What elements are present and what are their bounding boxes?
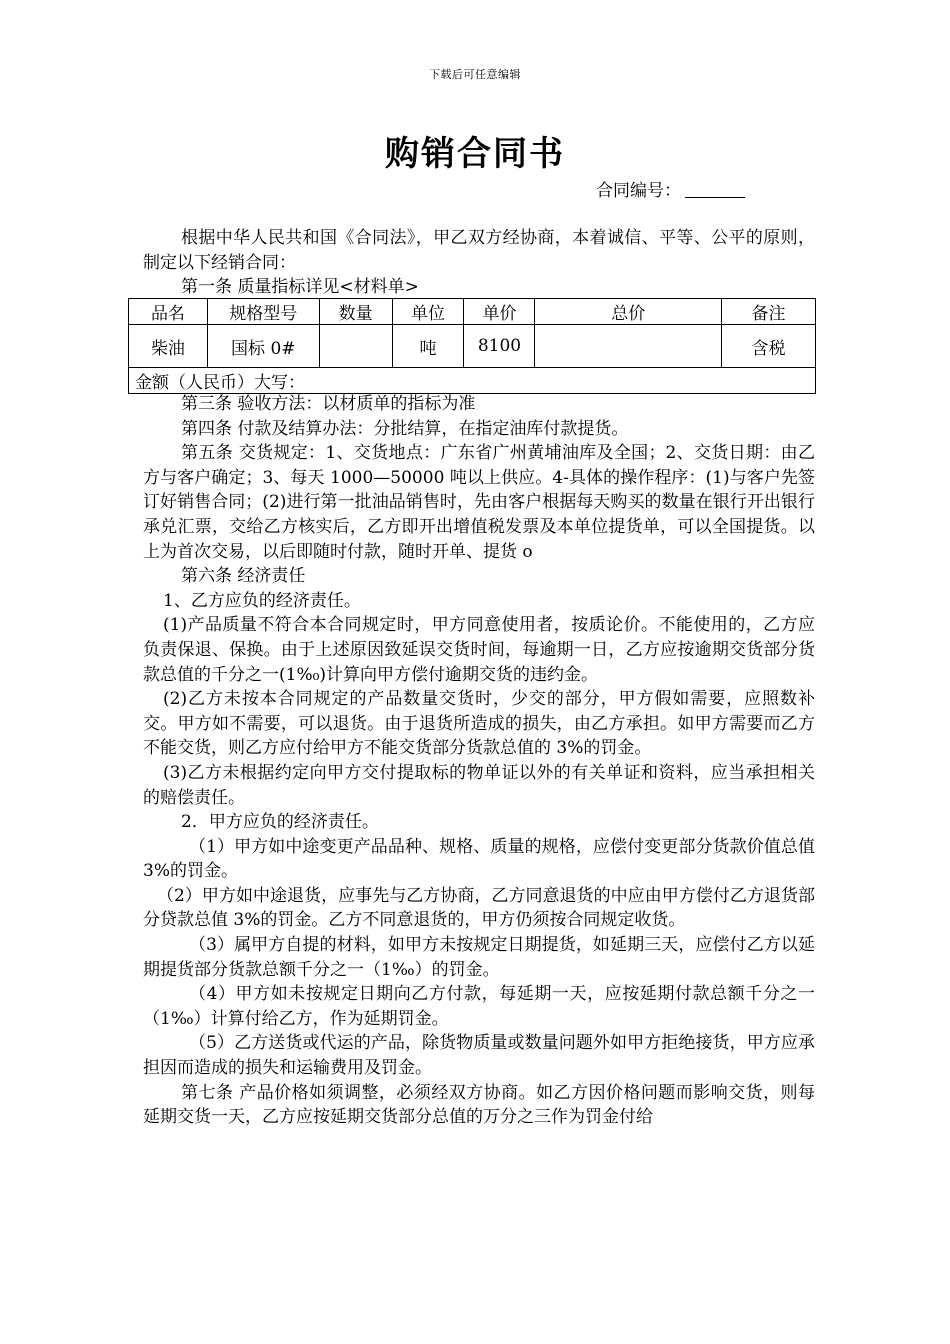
article-3: 第三条 验收方法：以材质单的指标为准: [181, 394, 476, 414]
article-6-1-1: (1)产品质量不符合本合同规定时，甲方同意使用者，按质论价。不能使用的，乙方应负责保退、保换。由于上述原因致延误交货时间，每逾期一日，乙方应按逾期交货部分货款总值的千分之一(1%₀)计算向甲方偿付逾期交货的违约金。: [143, 615, 815, 685]
table-cell: 吨: [392, 325, 464, 368]
document-title: 购销合同书: [385, 134, 565, 174]
table-cell: 国标 0#: [207, 325, 319, 368]
table-header-cell: 数量: [319, 299, 392, 325]
table-header-row: [129, 299, 816, 325]
article-4: 第四条 付款及结算办法：分批结算，在指定油库付款提货。: [181, 418, 629, 439]
article-5: 第五条 交货规定：1、交货地点：广东省广州黄埔油库及全国；2、交货日期：由乙方与客户确定；3、每天 1000—50000 吨以上供应。4-具体的操作程序：(1)与客户先签订好销售合同；(2)进行第一批油品销售时，先由客户根据每天购买的数量在银行开出银行承兑汇票，交给乙方核实后，乙方即开出增值税发票及本单位提货单，可以全国提货。以上为首次交易，以后即随时付款，随时开单、提货 o: [143, 443, 815, 562]
table-header-cell: 品名: [129, 299, 208, 325]
table-cell: 柴油: [129, 325, 208, 368]
article-6: 第六条 经济责任: [181, 566, 306, 587]
article-6-2-3: （3）属甲方自提的材料，如甲方未按规定日期提货，如延期三天，应偿付乙方以延期提货部分货款总额千分之一（1‰）的罚金。: [143, 935, 815, 980]
intro-section: [143, 226, 815, 300]
table-header-cell: 总价: [535, 299, 722, 325]
amount-label: 金额（人民币）大写：: [129, 368, 816, 394]
table-header-cell: 备注: [722, 299, 816, 325]
contract-number-label: 合同编号：: [596, 181, 681, 201]
article-6-1-3: (3)乙方未根据约定向甲方交付提取标的物单证以外的有关单证和资料，应当承担相关的赔偿责任。: [143, 762, 815, 808]
contract-number-blank: [685, 183, 745, 198]
contract-body: [143, 392, 815, 1130]
article-6-1-2: (2)乙方未按本合同规定的产品数量交货时，少交的部分，甲方假如需要，应照数补交。甲方如不需要，可以退货。由于退货所造成的损失，由乙方承担。如甲方需要而乙方不能交货，则乙方应付给甲方不能交货部分货款总值的 3%的罚金。: [143, 689, 815, 759]
table-header-cell: 单价: [464, 299, 535, 325]
article-6-part-1-title: 1、乙方应负的经济责任。: [163, 590, 361, 611]
table-header-cell: 规格型号: [207, 299, 319, 325]
article-6-2-5: （5）乙方送货或代运的产品，除货物质量或数量问题外如甲方拒绝接货，甲方应承担因而造成的损失和运输费用及罚金。: [143, 1033, 815, 1079]
table-cell: [319, 325, 392, 368]
intro-paragraph: 根据中华人民共和国《合同法》，甲乙双方经协商，本着诚信、平等、公平的原则，制定以下经销合同：: [143, 228, 815, 273]
table-cell: 含税: [722, 325, 816, 368]
materials-table: [128, 298, 816, 394]
article-1: 第一条 质量指标详见<材料单>: [181, 277, 419, 297]
article-6-2-1: （1）甲方如中途变更产品品种、规格、质量的规格，应偿付变更部分货款价值总值 3%的罚金。: [143, 836, 815, 882]
table-cell: [535, 325, 722, 368]
table-amount-row: [129, 368, 816, 394]
table-cell: 8100: [464, 325, 535, 368]
article-6-2-2: （2）甲方如中途退货，应事先与乙方协商，乙方同意退货的中应由甲方偿付乙方退货部分贷款总值 3%的罚金。乙方不同意退货的，甲方仍须按合同规定收货。: [143, 885, 815, 931]
header-note: 下载后可任意编辑: [429, 68, 521, 81]
article-7: 第七条 产品价格如须调整，必须经双方协商。如乙方因价格问题而影响交货，则每延期交货一天，乙方应按延期交货部分总值的万分之三作为罚金付给: [143, 1082, 815, 1128]
article-6-2-4: （4）甲方如未按规定日期向乙方付款，每延期一天，应按延期付款总额千分之一（1‰）计算付给乙方，作为延期罚金。: [143, 984, 815, 1029]
article-6-part-2-title: 2．甲方应负的经济责任。: [181, 812, 379, 833]
contract-number: [596, 176, 745, 201]
table-header-cell: 单位: [392, 299, 464, 325]
table-row: [129, 325, 816, 368]
